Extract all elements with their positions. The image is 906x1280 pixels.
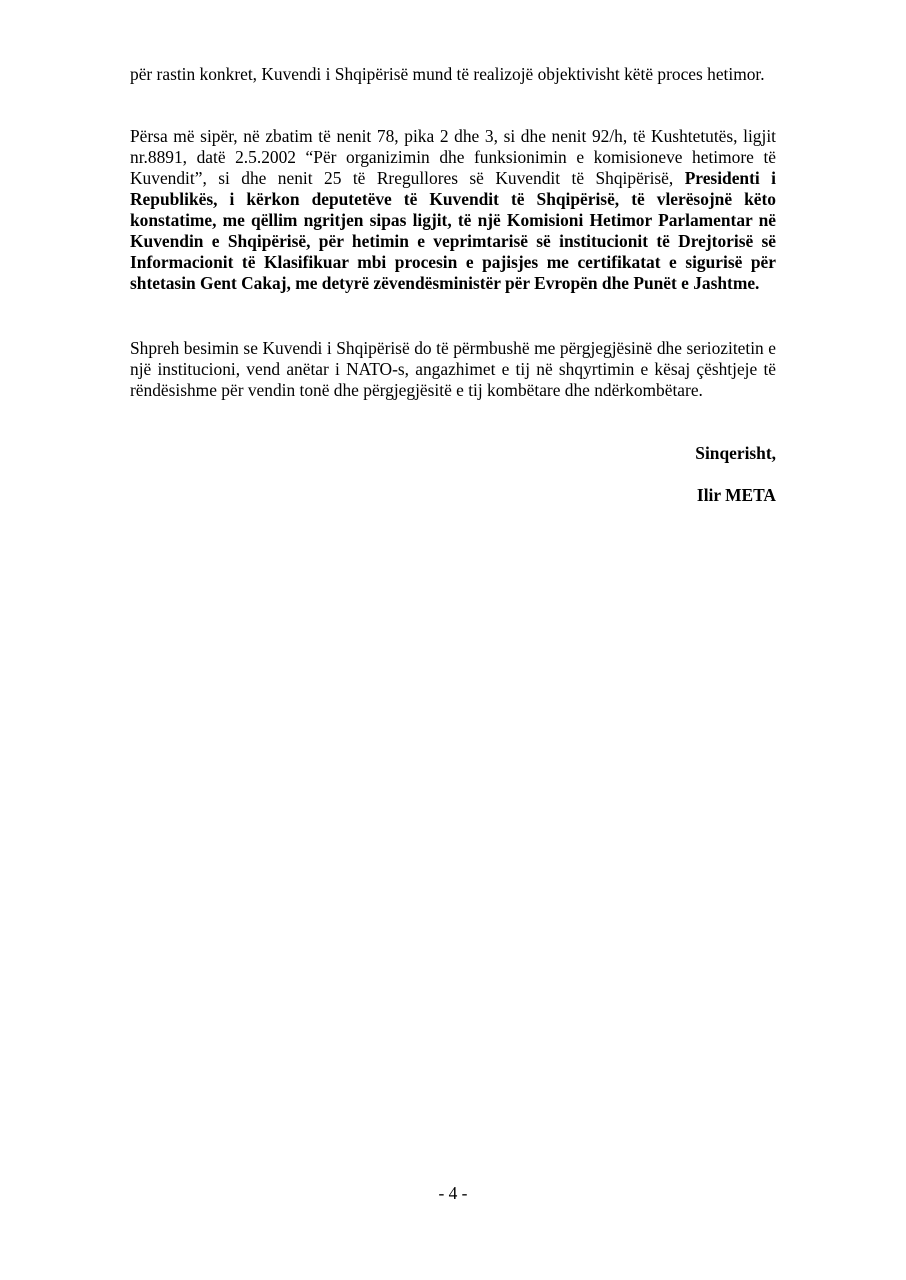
paragraph-3: Shpreh besimin se Kuvendi i Shqipërisë do të përmbushë me përgjegjësinë dhe seriozitetin e një institucioni, vend anëtar i NATO-s, angazhimet e tij në shqyrtimin e kësaj çështjeje të rëndësishme për vendin tonë dhe përgjegjësitë e tij kombëtare dhe ndërkombëtare. xyxy=(130,338,776,400)
page-number: - 4 - xyxy=(438,1183,468,1203)
paragraph-2-normal-text: Përsa më sipër, në zbatim të nenit 78, pika 2 dhe 3, si dhe nenit 92/h, të Kushtetutës, ligjit nr.8891, datë 2.5.2002 “Për organizimin dhe funksionimin e komisioneve hetimore të Kuvendit”, si dhe nenit 25 të Rregullores së Kuvendit të Shqipërisë, xyxy=(130,126,776,188)
closing-salutation: Sinqerisht, xyxy=(695,443,776,463)
signatory-name: Ilir META xyxy=(696,485,776,505)
paragraph-2 xyxy=(130,126,776,294)
paragraph-2-bold-text: Presidenti i Republikës, i kërkon deputetëve të Kuvendit të Shqipërisë, të vlerësojnë këto konstatime, me qëllim ngritjen sipas ligjit, të një Komisioni Hetimor Parlamentar në Kuvendin e Shqipërisë, për hetimin e veprimtarisë së institucionit të Drejtorisë së Informacionit të Klasifikuar mbi procesin e pajisjes me certifikatat e sigurisë për shtetasin Gent Cakaj, me detyrë zëvendësministër për Evropën dhe Punët e Jashtme. xyxy=(130,168,776,293)
paragraph-1: për rastin konkret, Kuvendi i Shqipërisë mund të realizojë objektivisht këtë proces hetimor. xyxy=(130,64,765,84)
